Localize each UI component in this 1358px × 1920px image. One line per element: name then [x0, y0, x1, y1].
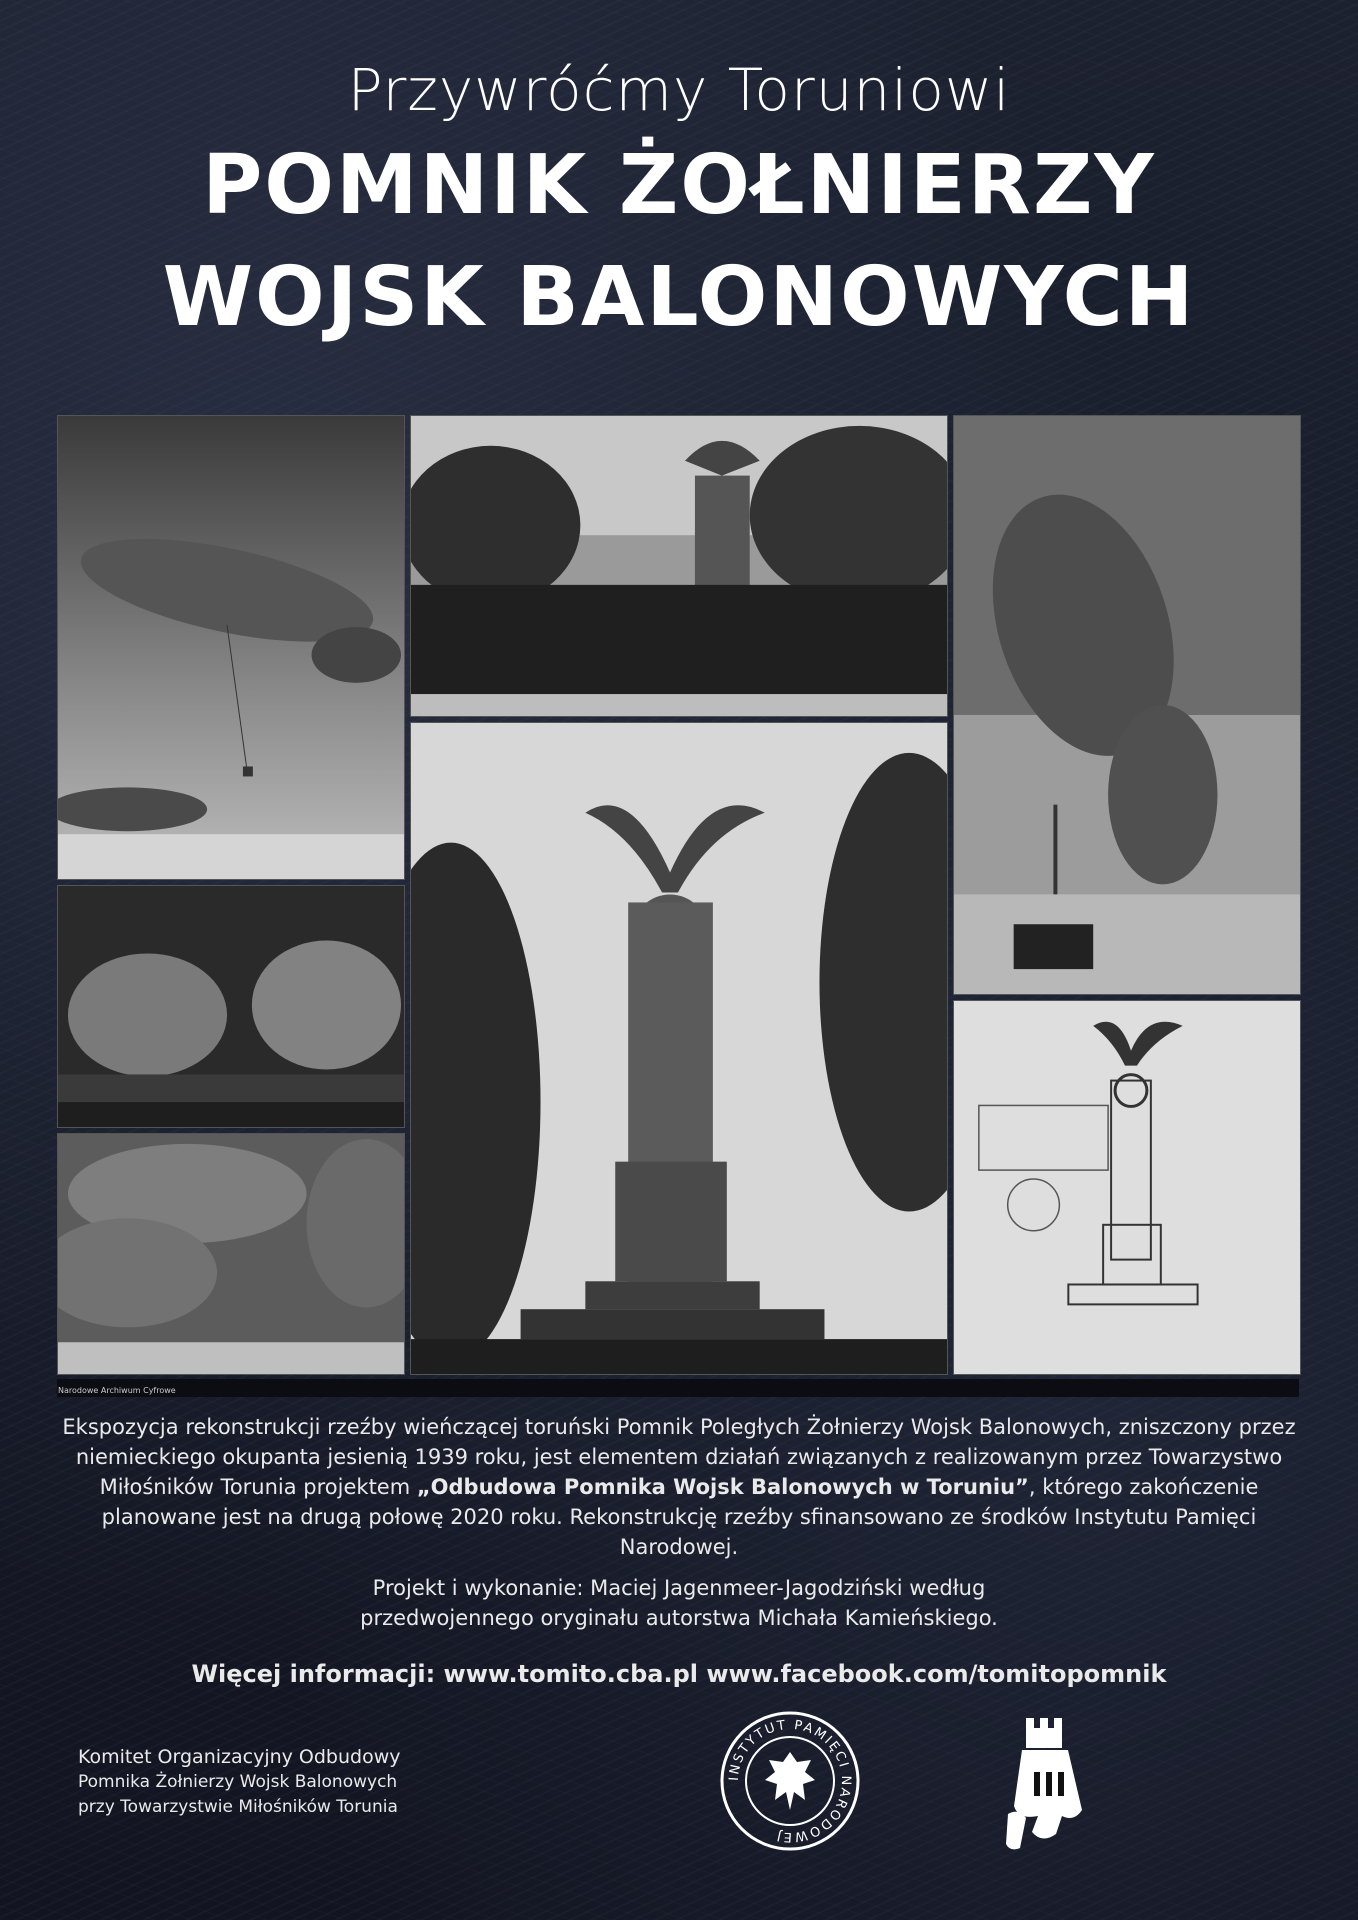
- credit-strip: [57, 1379, 1299, 1397]
- tmt-letters-icon: [1034, 1772, 1064, 1796]
- poster-subtitle: Przywróćmy Toruniowi: [347, 56, 1011, 124]
- project-name: „Odbudowa Pomnika Wojsk Balonowych w Toruniu”: [416, 1475, 1029, 1499]
- photo-balloon-with-truck: [953, 415, 1301, 995]
- tmt-logo: [996, 1714, 1094, 1856]
- committee-line-1: Komitet Organizacyjny Odbudowy: [78, 1746, 401, 1768]
- credits-line-1: Projekt i wykonanie: Maciej Jagenmeer-Jagodziński według: [372, 1576, 986, 1600]
- committee-block: [78, 1745, 401, 1820]
- ipn-ring-text: INSTYTUT PAMIĘCI NARODOWEJ: [726, 1717, 854, 1845]
- photo-monument-main: [410, 722, 948, 1375]
- description-text-2: , którego zakończenie planowane jest na drugą połowę 2020 roku. Rekonstrukcję rzeźby sfinansowano ze środków Instytutu Pamięci Narodowej.: [101, 1475, 1259, 1559]
- description-paragraph-2: [60, 1573, 1298, 1633]
- credits-line-2: przedwojennego oryginału autorstwa Michała Kamieńskiego.: [360, 1606, 998, 1630]
- tmt-emblem-icon: [1006, 1718, 1082, 1849]
- committee-line-2: Pomnika Żołnierzy Wojsk Balonowych: [78, 1772, 398, 1792]
- photo-balloons-on-ground: [57, 1133, 405, 1375]
- photo-barrage-balloon-flight: [57, 415, 405, 880]
- photo-credit: Narodowe Archiwum Cyfrowe: [58, 1386, 176, 1395]
- description-paragraph-1: [60, 1412, 1298, 1562]
- eagle-emblem-icon: [765, 1752, 815, 1810]
- ipn-logo: [719, 1710, 861, 1852]
- committee-line-3: przy Towarzystwie Miłośników Torunia: [78, 1797, 398, 1817]
- header: [0, 50, 1358, 354]
- poster-title-line1: POMNIK ŻOŁNIERZY: [202, 138, 1156, 233]
- photo-monument-drawing: [953, 1000, 1301, 1375]
- photo-balloons-in-hangar: [57, 885, 405, 1128]
- more-info: Więcej informacji: www.tomito.cba.pl www.facebook.com/tomitopomnik: [191, 1660, 1167, 1688]
- poster-title-line2: WOJSK BALONOWYCH: [162, 250, 1196, 345]
- description-text-1: Ekspozycja rekonstrukcji rzeźby wieńczącej toruński Pomnik Poległych Żołnierzy Wojsk Balonowych, zniszczony przez niemieckiego okupanta jesienią 1939 roku, jest elementem działań związanych z realizowanym przez Towarzystwo Miłośników Torunia projektem: [62, 1415, 1296, 1499]
- photo-monument-group: [410, 415, 948, 717]
